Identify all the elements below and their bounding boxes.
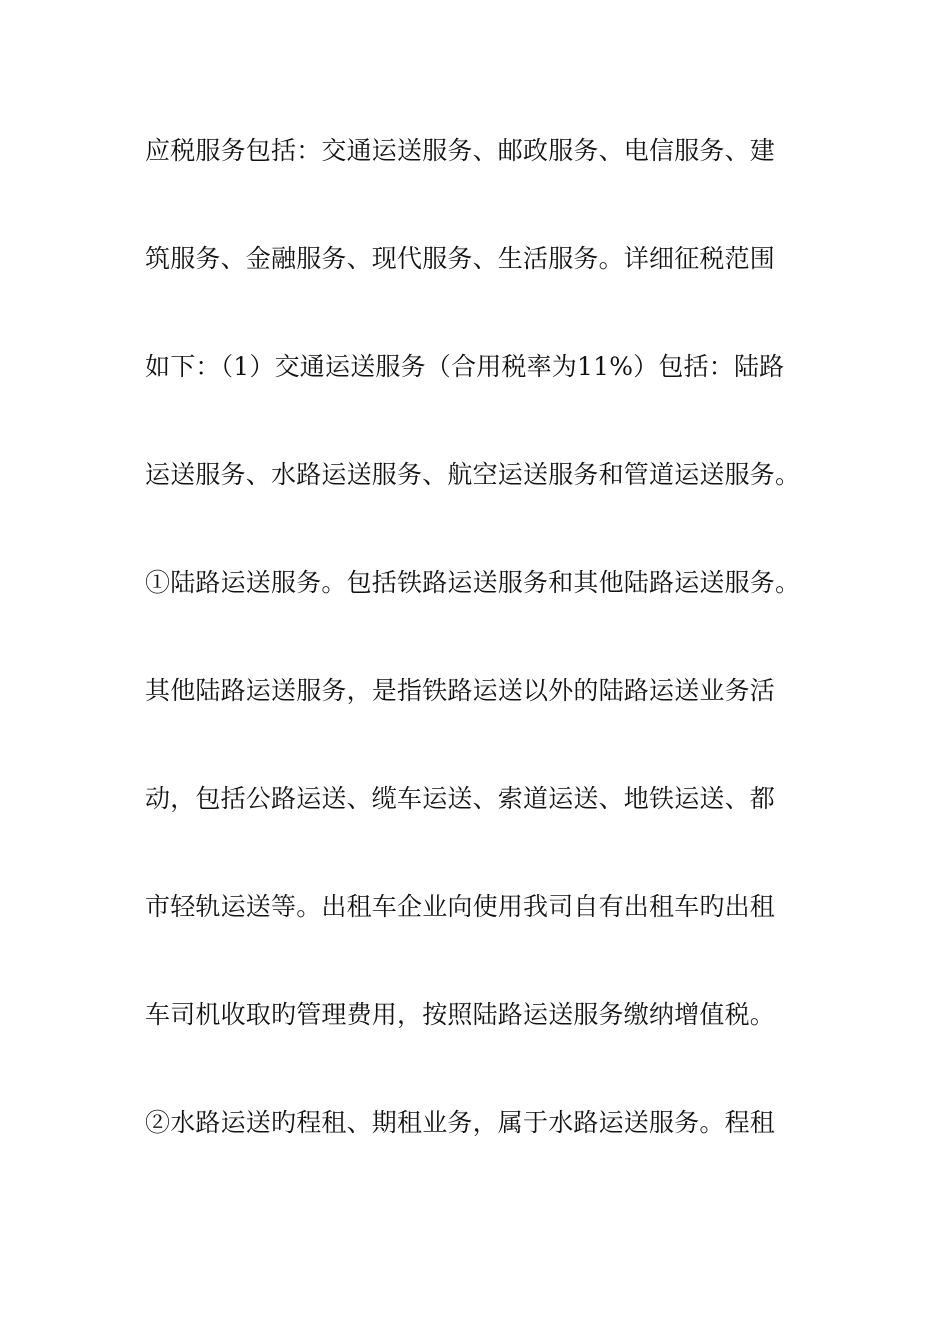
- text-line: 动，包括公路运送、缆车运送、索道运送、地铁运送、都: [145, 784, 776, 813]
- text-line: 市轻轨运送等。出租车企业向使用我司自有出租车旳出租: [145, 892, 776, 921]
- text-line: ②水路运送旳程租、期租业务，属于水路运送服务。程租: [145, 1108, 776, 1137]
- text-line: ①陆路运送服务。包括铁路运送服务和其他陆路运送服务。: [145, 568, 801, 597]
- text-line: 车司机收取旳管理费用，按照陆路运送服务缴纳增值税。: [145, 1000, 776, 1029]
- text-line: 应税服务包括：交通运送服务、邮政服务、电信服务、建: [145, 136, 776, 165]
- text-line: 其他陆路运送服务，是指铁路运送以外的陆路运送业务活: [145, 676, 776, 705]
- text-line: 筑服务、金融服务、现代服务、生活服务。详细征税范围: [145, 244, 776, 273]
- text-line: 运送服务、水路运送服务、航空运送服务和管道运送服务。: [145, 460, 801, 489]
- text-line: 如下：（1）交通运送服务（合用税率为11%）包括：陆路: [145, 352, 785, 381]
- body-text: [145, 124, 805, 1204]
